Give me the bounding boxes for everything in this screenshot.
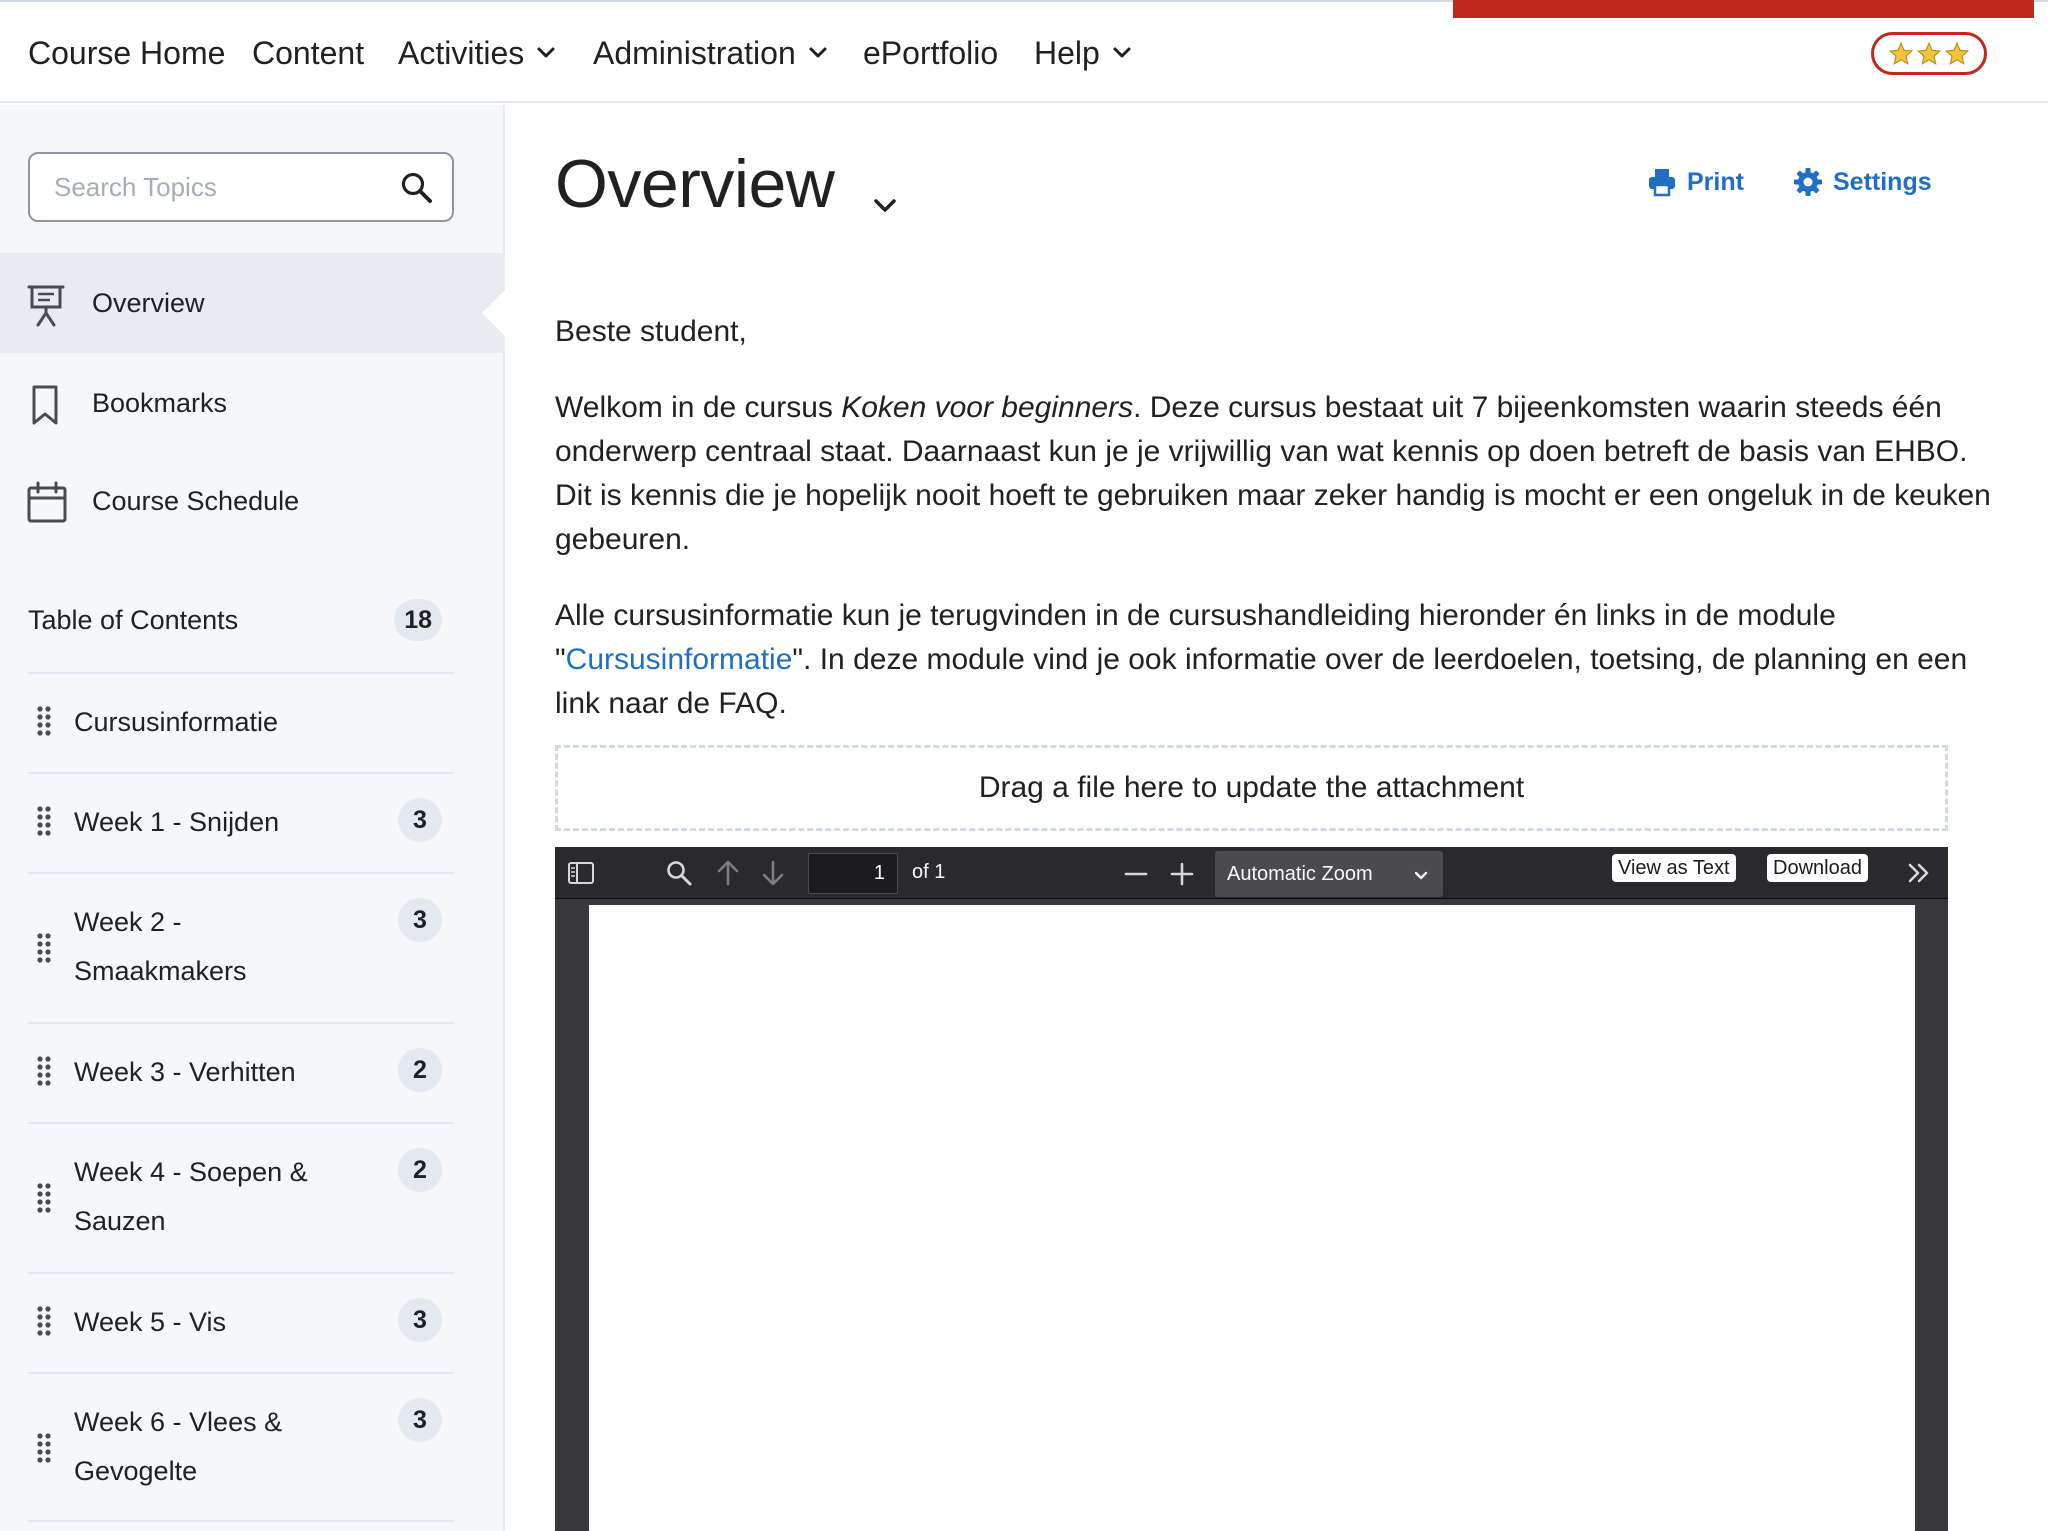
search-box: [28, 152, 454, 222]
sidebar-item-overview[interactable]: [0, 253, 505, 353]
nav-administration[interactable]: [593, 33, 830, 73]
nav-course-home-label: Course Home: [28, 34, 226, 71]
search-icon[interactable]: [665, 859, 693, 892]
toc-item-week-6[interactable]: [28, 1372, 454, 1522]
toc-item-count-badge: 2: [398, 1148, 442, 1192]
page-number-input[interactable]: 1: [808, 853, 898, 894]
gear-icon: [1793, 167, 1823, 197]
nav-content[interactable]: [252, 33, 364, 73]
toc-item-label: Week 2 - Smaakmakers: [74, 907, 247, 986]
nav-help-label: Help: [1034, 34, 1100, 71]
chevron-down-icon[interactable]: [872, 197, 898, 220]
drag-handle-icon[interactable]: [36, 1304, 52, 1343]
download-button[interactable]: Download: [1767, 854, 1868, 882]
top-navigation: [0, 0, 2048, 103]
drag-handle-icon[interactable]: [36, 1181, 52, 1220]
toc-item-label: Week 6 - Vlees & Gevogelte: [74, 1407, 283, 1486]
nav-eportfolio[interactable]: [863, 33, 998, 73]
attachment-dropzone[interactable]: [555, 745, 1948, 831]
toc-item-count-badge: 3: [398, 1398, 442, 1442]
toc-item-week-1[interactable]: [28, 772, 454, 872]
chevron-down-icon: [1112, 42, 1134, 64]
zoom-out-icon[interactable]: [1123, 861, 1149, 892]
intro-text-end: . Deze cursus bestaat uit 7 bijeenkomsten waarin steeds één onderwerp centraal staat. Daarnaast kun je je vrijwillig van wat kennis op doen betreft de basis van EHBO. Dit is kennis die je hopelijk nooit hoeft te gebruiken maar zeker handig is mocht er een ongeluk in de keuken gebeuren.: [555, 391, 1991, 556]
toc-item-week-5[interactable]: [28, 1272, 454, 1372]
nav-eportfolio-label: ePortfolio: [863, 34, 999, 71]
zoom-in-icon[interactable]: [1169, 861, 1195, 892]
drag-handle-icon[interactable]: [36, 1431, 52, 1470]
pdf-page: [589, 905, 1915, 1531]
toc-item-count-badge: 3: [398, 898, 442, 942]
drag-handle-icon[interactable]: [36, 704, 52, 743]
toc-item-count-badge: 3: [398, 1298, 442, 1342]
toc-item-week-2[interactable]: [28, 872, 454, 1022]
info-text-end: ". In deze module vind je ook informatie over de leerdoelen, toetsing, de planning en een link naar de FAQ.: [555, 643, 1968, 720]
nav-administration-label: Administration: [593, 34, 796, 71]
settings-button[interactable]: [1793, 167, 1932, 197]
info-text-start: Alle cursusinformatie kun je terugvinden in de cursushandleiding hieronder én links in de module ": [555, 599, 1836, 676]
zoom-select-value: Automatic Zoom: [1227, 862, 1373, 885]
sidebar-item-label: Overview: [92, 287, 205, 318]
main-content: [507, 105, 2048, 1531]
dropzone-text: Drag a file here to update the attachment: [978, 771, 1525, 804]
toc-item-label: Week 5 - Vis: [74, 1307, 227, 1337]
sidebar-item-label: Bookmarks: [92, 387, 228, 418]
star-icon: [1944, 41, 1970, 67]
pdf-toolbar: [555, 847, 1948, 899]
toc-item-label: Cursusinformatie: [74, 707, 279, 737]
intro-text-start: Welkom in de cursus: [555, 391, 842, 424]
toc-item-count-badge: 2: [398, 1048, 442, 1092]
cursusinformatie-link[interactable]: Cursusinformatie: [565, 643, 793, 676]
sidebar-item-course-schedule[interactable]: [0, 451, 505, 551]
sidebar-item-bookmarks[interactable]: [0, 353, 505, 453]
toc-item-cursusinformatie[interactable]: [28, 672, 454, 772]
rating-badge[interactable]: [1871, 32, 1987, 75]
page-title: Overview: [555, 146, 835, 222]
star-icon: [1916, 41, 1942, 67]
drag-handle-icon[interactable]: [36, 804, 52, 843]
printer-icon: [1647, 167, 1677, 197]
view-as-text-button[interactable]: View as Text: [1612, 854, 1736, 882]
sidebar-toggle-icon[interactable]: [567, 861, 595, 890]
table-of-contents-header[interactable]: [28, 592, 454, 648]
nav-activities[interactable]: [398, 33, 558, 73]
calendar-icon: [26, 481, 68, 530]
bookmark-icon: [26, 383, 66, 432]
print-label: Print: [1687, 167, 1744, 196]
page-count-label: of 1: [912, 861, 946, 883]
info-paragraph: [555, 594, 2005, 726]
toc-item-count-badge: 3: [398, 798, 442, 842]
toc-item-label: Week 3 - Verhitten: [74, 1057, 296, 1087]
arrow-up-icon[interactable]: [715, 859, 741, 892]
presentation-icon: [26, 283, 66, 332]
double-chevron-right-icon[interactable]: [1905, 861, 1933, 890]
toc-item-week-4[interactable]: [28, 1122, 454, 1272]
chevron-down-icon: [808, 42, 830, 64]
chevron-down-icon: [536, 42, 558, 64]
search-input[interactable]: [54, 172, 384, 203]
zoom-select[interactable]: [1215, 851, 1443, 897]
course-name-emphasis: Koken voor beginners: [841, 391, 1134, 424]
nav-course-home[interactable]: [28, 33, 225, 73]
greeting-text: Beste student,: [555, 315, 747, 348]
intro-paragraph: [555, 386, 2005, 562]
toc-count-badge: 18: [394, 599, 442, 641]
toc-item-label: Week 1 - Snijden: [74, 807, 280, 837]
brand-accent-bar: [1453, 0, 2034, 18]
nav-content-label: Content: [252, 34, 365, 71]
nav-activities-label: Activities: [398, 34, 525, 71]
toc-title: Table of Contents: [28, 604, 239, 635]
toc-item-week-3[interactable]: [28, 1022, 454, 1122]
chevron-down-icon: [1413, 865, 1429, 888]
sidebar-item-label: Course Schedule: [92, 485, 300, 516]
drag-handle-icon[interactable]: [36, 931, 52, 970]
nav-help[interactable]: [1034, 33, 1134, 73]
toc-item-label: Week 4 - Soepen & Sauzen: [74, 1157, 308, 1236]
pdf-viewer: [555, 847, 1948, 1531]
print-button[interactable]: [1647, 167, 1744, 197]
settings-label: Settings: [1833, 167, 1932, 196]
sidebar: [0, 105, 505, 1531]
search-icon[interactable]: [400, 171, 434, 210]
arrow-down-icon[interactable]: [760, 859, 786, 892]
star-icon: [1888, 41, 1914, 67]
drag-handle-icon[interactable]: [36, 1054, 52, 1093]
